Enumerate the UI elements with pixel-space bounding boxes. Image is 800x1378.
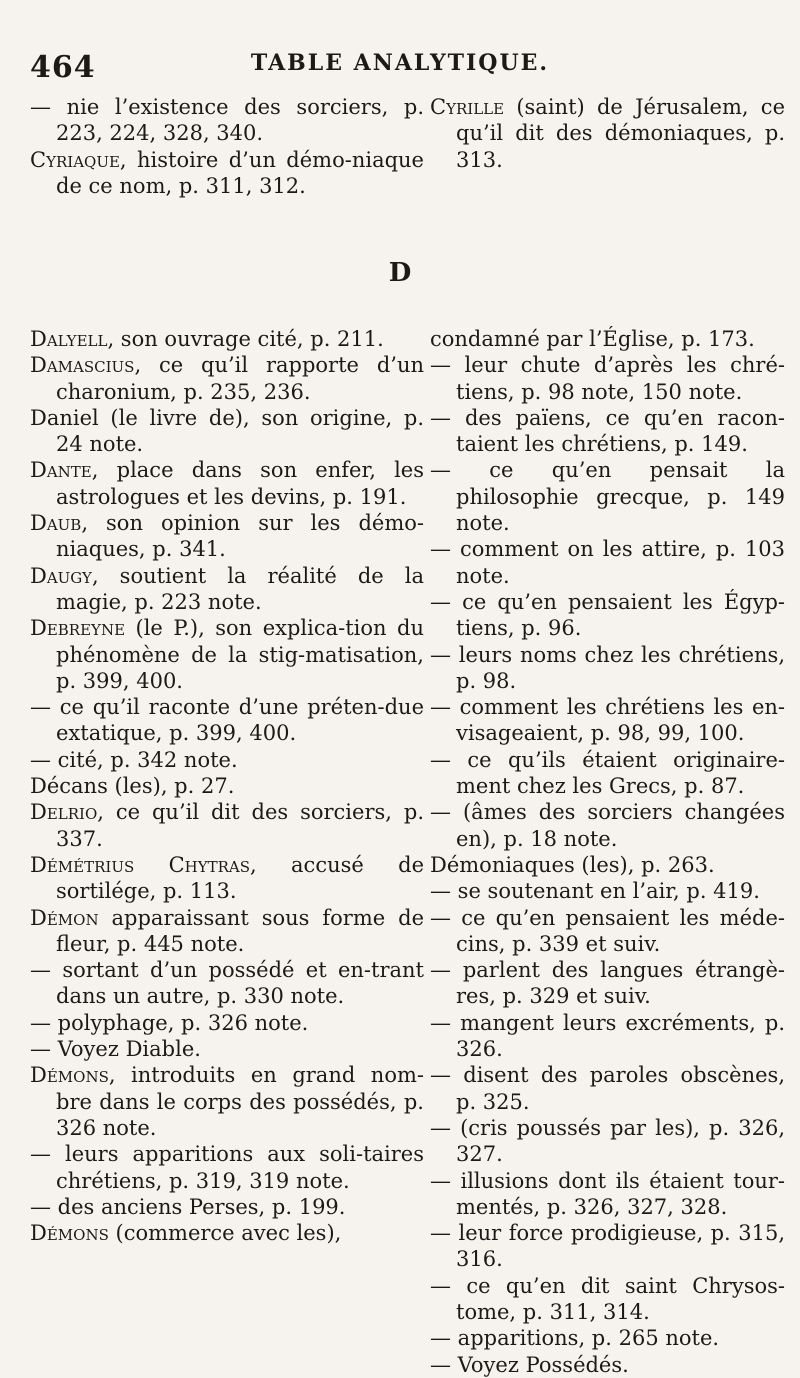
entry-text: — leur force prodigieuse, p. 315, 316. — [430, 1221, 785, 1272]
entry-headword: Debreyne — [30, 616, 126, 641]
index-entry — [430, 536, 785, 589]
index-entry — [30, 405, 424, 458]
index-entry — [430, 747, 785, 800]
index-entry — [30, 94, 424, 147]
entry-text: , son opinion sur les démo-niaques, p. 341. — [56, 511, 424, 562]
entry-text: (saint) de Jérusalem, ce qu’il dit des démoniaques, p. 313. — [456, 95, 785, 172]
entry-text: — sortant d’un possédé et en-trant dans un autre, p. 330 note. — [30, 958, 424, 1009]
index-entry — [30, 147, 424, 200]
entry-headword: Cyrille — [430, 95, 505, 119]
entry-text: — ce qu’en dit saint Chrysos-tome, p. 311, 314. — [430, 1273, 785, 1324]
index-entry — [430, 1273, 785, 1326]
section-letter: D — [388, 258, 412, 288]
entry-text: — ce qu’il raconte d’une préten-due extatique, p. 399, 400. — [30, 695, 424, 746]
entry-text: — leurs noms chez les chrétiens, p. 98. — [430, 642, 785, 693]
entry-text: — apparitions, p. 265 note. — [430, 1326, 720, 1351]
entry-text: Démoniaques (les), p. 263. — [430, 852, 715, 877]
index-entry — [430, 799, 785, 852]
entry-text: — mangent leurs excréments, p. 326. — [430, 1010, 785, 1062]
entry-text: , place dans son enfer, les astrologues et les devins, p. 191. — [56, 458, 424, 509]
entry-text: — comment on les attire, p. 103 note. — [430, 537, 785, 588]
entry-text: — des anciens Perses, p. 199. — [30, 1194, 346, 1219]
index-entry — [30, 773, 424, 799]
entry-text: — (âmes des sorciers changées en), p. 18 note. — [430, 800, 785, 851]
index-entry — [430, 352, 785, 405]
right-column — [430, 326, 785, 1378]
entry-text: — illusions dont ils étaient tour-mentés, p. 326, 327, 328. — [430, 1168, 785, 1219]
index-entry — [430, 905, 785, 958]
entry-headword: Delrio — [30, 800, 98, 825]
index-entry — [430, 1168, 785, 1221]
entry-text: — (cris poussés par les), p. 326, 327. — [430, 1115, 785, 1167]
entry-headword: Dalyell — [30, 327, 108, 351]
entry-text: (le P.), son explica-tion du phénomène de la stig-matisation, p. 399, 400. — [56, 616, 424, 693]
entry-text: — nie l’existence des sorciers, p. 223, 224, 328, 340. — [30, 95, 424, 146]
index-entry — [430, 957, 785, 1010]
index-entry — [30, 1220, 424, 1246]
entry-headword: Daub — [30, 511, 82, 536]
index-entry — [430, 1010, 785, 1063]
top-left-column — [30, 94, 424, 199]
entry-text: — leur chute d’après les chré-tiens, p. 98 note, 150 note. — [430, 353, 785, 404]
index-entry — [30, 852, 424, 905]
entry-headword: Cyriaque — [30, 147, 120, 172]
index-entry — [430, 1220, 785, 1273]
index-entry — [430, 1352, 785, 1378]
entry-text: — Voyez Diable. — [30, 1037, 201, 1062]
index-entry — [30, 957, 424, 1010]
index-entry — [30, 905, 424, 958]
entry-headword: Démons — [30, 1221, 109, 1246]
page-title: TABLE ANALYTIQUE. — [250, 50, 550, 76]
entry-text: — disent des paroles obscènes, p. 325. — [430, 1063, 785, 1114]
entry-text: , son ouvrage cité, p. 211. — [107, 327, 384, 351]
entry-text: — se soutenant en l’air, p. 419. — [430, 879, 760, 904]
index-entry — [430, 457, 785, 536]
entry-headword: Démon — [30, 905, 99, 930]
entry-text: — des païens, ce qu’en racon-taient les chrétiens, p. 149. — [430, 405, 785, 457]
top-right-column — [430, 94, 785, 173]
entry-text: — ce qu’ils étaient originaire-ment chez les Grecs, p. 87. — [430, 747, 785, 799]
entry-text: , ce qu’il rapporte d’un charonium, p. 235, 236. — [56, 353, 424, 404]
index-entry — [30, 1062, 424, 1141]
index-entry — [430, 1325, 785, 1351]
index-entry — [30, 352, 424, 405]
running-head — [30, 50, 770, 90]
page-number: 464 — [30, 50, 96, 85]
entry-text: — cité, p. 342 note. — [30, 747, 238, 772]
entry-headword: Damascius — [30, 353, 135, 378]
entry-text: condamné par l’Église, p. 173. — [430, 327, 755, 351]
index-entry — [30, 615, 424, 694]
entry-text: — leurs apparitions aux soli-taires chrétiens, p. 319, 319 note. — [30, 1142, 424, 1193]
entry-text: — ce qu’en pensait la philosophie grecque, p. 149 note. — [430, 458, 785, 536]
entry-text: , introduits en grand nom-bre dans le corps des possédés, p. 326 note. — [56, 1063, 424, 1140]
index-entry — [430, 642, 785, 695]
index-entry — [430, 852, 785, 878]
index-entry — [30, 1010, 424, 1036]
index-entry — [30, 747, 424, 773]
index-entry — [30, 1141, 424, 1194]
entry-text: — Voyez Possédés. — [430, 1352, 629, 1377]
entry-text: (commerce avec les), — [108, 1221, 342, 1246]
entry-text: , ce qu’il dit des sorciers, p. 337. — [56, 800, 424, 851]
index-entry — [30, 1194, 424, 1220]
entry-text: , soutient la réalité de la magie, p. 223 note. — [56, 563, 424, 614]
entry-headword: Démétrius Chytras — [30, 852, 251, 877]
entry-text: , histoire d’un démo-niaque de ce nom, p. 311, 312. — [56, 147, 424, 198]
entry-headword: Démons — [30, 1063, 109, 1088]
index-entry — [430, 694, 785, 747]
entry-text: — polyphage, p. 326 note. — [30, 1010, 309, 1035]
entry-text: — ce qu’en pensaient les Égyp-tiens, p. 96. — [430, 589, 785, 641]
entry-text: Décans (les), p. 27. — [30, 774, 235, 799]
index-entry — [430, 1062, 785, 1115]
entry-text: apparaissant sous forme de fleur, p. 445 note. — [56, 905, 424, 956]
index-entry — [30, 694, 424, 747]
index-entry — [30, 799, 424, 852]
entry-headword: Daugy — [30, 563, 92, 588]
index-entry — [30, 1036, 424, 1062]
entry-headword: Dante — [30, 458, 92, 483]
index-entry — [430, 94, 785, 173]
index-entry — [30, 457, 424, 510]
entry-text: — parlent des langues étrangè-res, p. 329 et suiv. — [430, 958, 785, 1009]
index-entry — [430, 878, 785, 904]
index-entry — [30, 563, 424, 616]
entry-text: — comment les chrétiens les en-visageaient, p. 98, 99, 100. — [430, 695, 785, 746]
index-entry — [430, 326, 785, 352]
entry-text: Daniel (le livre de), son origine, p. 24 note. — [30, 405, 424, 457]
entry-text: — ce qu’en pensaient les méde-cins, p. 339 et suiv. — [430, 905, 785, 956]
entry-text: , accusé de sortilége, p. 113. — [56, 852, 425, 904]
left-column — [30, 326, 424, 1246]
index-entry — [430, 1115, 785, 1168]
index-entry — [430, 589, 785, 642]
index-entry — [430, 405, 785, 458]
index-entry — [30, 510, 424, 563]
index-entry — [30, 326, 424, 352]
